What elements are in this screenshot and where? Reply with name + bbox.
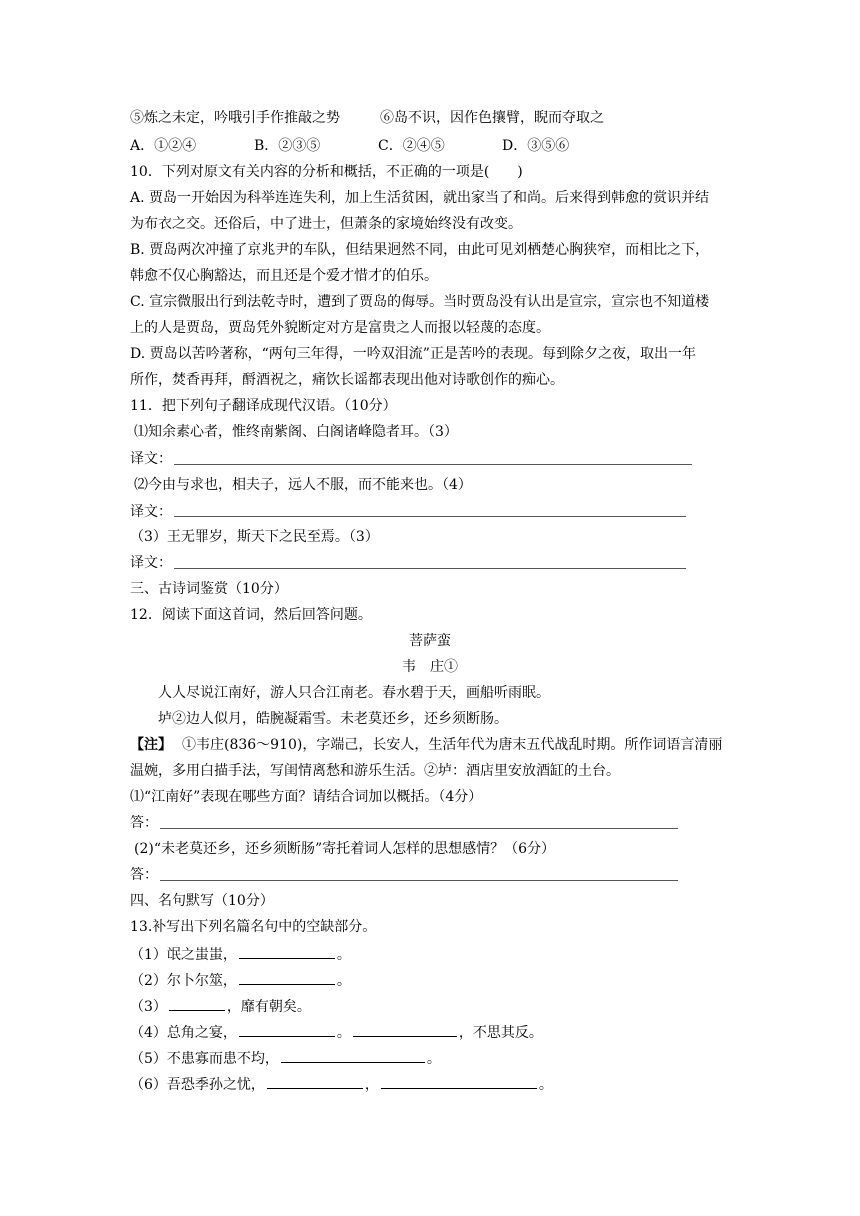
q10-option-c-line2: 上的人是贾岛，贾岛凭外貌断定对方是富贵之人而报以轻蔑的态度。 xyxy=(130,320,550,336)
q10-option-b-line1: B. 贾岛两次冲撞了京兆尹的车队，但结果迥然不同，由此可见刘栖楚心胸狭窄，而相比之下， xyxy=(130,242,710,258)
q13-item-1-end: 。 xyxy=(336,947,351,963)
q13-item-3 xyxy=(130,995,311,1015)
note-text-1: ①韦庄(836～910)，字端己，长安人，生活年代为唐末五代战乱时期。所作词语言清丽 xyxy=(182,737,723,753)
q13-item-3-end: ，靡有朝矣。 xyxy=(226,999,311,1015)
q12-sub-question-1: ⑴“江南好”表现在哪些方面？请结合词加以概括。（4分） xyxy=(130,789,483,805)
q13-item-2 xyxy=(130,969,351,989)
poem-note-line-2: 温婉，多用白描手法，写闺情离愁和游乐生活。②垆：酒店里安放酒缸的土台。 xyxy=(130,763,620,779)
q13-item-4 xyxy=(130,1021,543,1041)
q11-sentence-1: ⑴知余素心者，惟终南紫阁、白阁诸峰隐者耳。（3） xyxy=(134,424,458,440)
q11-answer-line-2[interactable] xyxy=(174,516,686,517)
q12-answer-label-1: 答： xyxy=(130,815,158,831)
q10-option-d-line2: 所作，焚香再拜，酹酒祝之，痛饮长谣都表现出他对诗歌创作的痴心。 xyxy=(130,372,564,388)
q13-item-4-sep: 。 xyxy=(336,1025,351,1041)
q13-item-1-blank[interactable] xyxy=(239,943,335,959)
q10-option-c-line1: C. 宣宗微服出行到法乾寺时，遭到了贾岛的侮辱。当时贾岛没有认出是宣宗，宣宗也不知道楼 xyxy=(130,294,710,310)
q11-sentence-2: ⑵今由与求也，相夫子，远人不服，而不能来也。（4） xyxy=(134,477,472,493)
poem-title: 菩萨蛮 xyxy=(409,633,451,649)
note-label: 【注】 xyxy=(130,737,172,753)
q12-sub-question-2: (2)“未老莫还乡，还乡须断肠”寄托着词人怎样的思想感情？（6分） xyxy=(134,841,556,857)
q13-item-6-blank-1[interactable] xyxy=(267,1073,363,1089)
section-3-heading: 三、古诗词鉴赏（10分） xyxy=(130,581,288,597)
q9-choices-line xyxy=(130,136,569,156)
q13-item-3-text: （3） xyxy=(130,999,167,1015)
q13-item-4-text: （4）总角之宴， xyxy=(130,1025,237,1041)
q12-stem: 12．阅读下面这首词，然后回答问题。 xyxy=(130,607,372,623)
q9-choice-b: B．②③⑤ xyxy=(254,138,321,154)
q13-item-4-end: ，不思其反。 xyxy=(458,1025,543,1041)
q10-option-b-line2: 韩愈不仅心胸豁达，而且还是个爱才惜才的伯乐。 xyxy=(130,268,438,284)
q11-answer-label-3: 译文： xyxy=(130,555,172,571)
q9-choice-c: C．②④⑤ xyxy=(378,138,445,154)
q13-item-4-blank-2[interactable] xyxy=(353,1021,457,1037)
q13-item-5 xyxy=(130,1047,441,1067)
q12-answer-line-1[interactable] xyxy=(160,828,678,829)
q10-option-a-line1: A. 贾岛一开始因为科举连连失利，加上生活贫困，就出家当了和尚。后来得到韩愈的赏识并结 xyxy=(130,190,710,206)
q11-answer-line-3[interactable] xyxy=(174,568,686,569)
q13-item-5-text: （5）不患寡而患不均， xyxy=(130,1051,279,1067)
q11-answer-label-1: 译文： xyxy=(130,451,172,467)
q13-item-4-blank-1[interactable] xyxy=(239,1021,335,1037)
poem-note-line-1 xyxy=(130,735,722,755)
q11-answer-line-1[interactable] xyxy=(174,464,692,465)
q13-item-2-blank[interactable] xyxy=(239,969,335,985)
q10-option-a-line2: 为布衣之交。还俗后，中了进士，但萧条的家境始终没有改变。 xyxy=(130,216,522,232)
q13-item-1-text: （1）氓之蚩蚩， xyxy=(130,947,237,963)
q13-item-5-end: 。 xyxy=(426,1051,441,1067)
q10-stem: 10．下列对原文有关内容的分析和概括，不正确的一项是( ) xyxy=(130,164,523,180)
q13-item-5-blank[interactable] xyxy=(281,1047,425,1063)
q13-item-6-blank-2[interactable] xyxy=(381,1073,537,1089)
q9-items-line xyxy=(130,108,604,128)
q13-item-6-sep: ， xyxy=(364,1077,379,1093)
q11-answer-label-2: 译文： xyxy=(130,504,172,520)
q11-sentence-3: （3）王无罪岁，斯天下之民至焉。（3） xyxy=(130,529,379,545)
q9-choice-d: D．③⑤⑥ xyxy=(502,138,570,154)
q13-item-2-end: 。 xyxy=(336,973,351,989)
q10-option-d-line1: D. 贾岛以苦吟著称，“两句三年得，一吟双泪流”正是苦吟的表现。每到除夕之夜，取出一年 xyxy=(130,346,696,362)
section-4-heading: 四、名句默写（10分） xyxy=(130,893,274,909)
q11-stem: 11．把下列句子翻译成现代汉语。（10分） xyxy=(130,398,397,414)
poem-author: 韦 庄① xyxy=(402,659,458,675)
poem-line-1: 人人尽说江南好，游人只合江南老。春水碧于天，画船听雨眠。 xyxy=(158,685,550,701)
q13-item-1 xyxy=(130,943,351,963)
q13-item-2-text: （2）尔卜尔筮， xyxy=(130,973,237,989)
q13-item-6-end: 。 xyxy=(538,1077,553,1093)
q13-stem: 13.补写出下列名篇名句中的空缺部分。 xyxy=(130,919,377,935)
q9-item5: ⑤炼之未定，吟哦引手作推敲之势 xyxy=(130,110,340,126)
q9-choice-a: A．①②④ xyxy=(130,138,197,154)
q13-item-6 xyxy=(130,1073,553,1093)
poem-line-2: 垆②边人似月，皓腕凝霜雪。未老莫还乡，还乡须断肠。 xyxy=(158,711,508,727)
q13-item-6-text: （6）吾恐季孙之忧， xyxy=(130,1077,265,1093)
q13-item-3-blank[interactable] xyxy=(169,995,225,1011)
q12-answer-label-2: 答： xyxy=(130,867,158,883)
q12-answer-line-2[interactable] xyxy=(160,880,678,881)
q9-item6: ⑥岛不识，因作色攘臂，睨而夺取之 xyxy=(380,110,604,126)
